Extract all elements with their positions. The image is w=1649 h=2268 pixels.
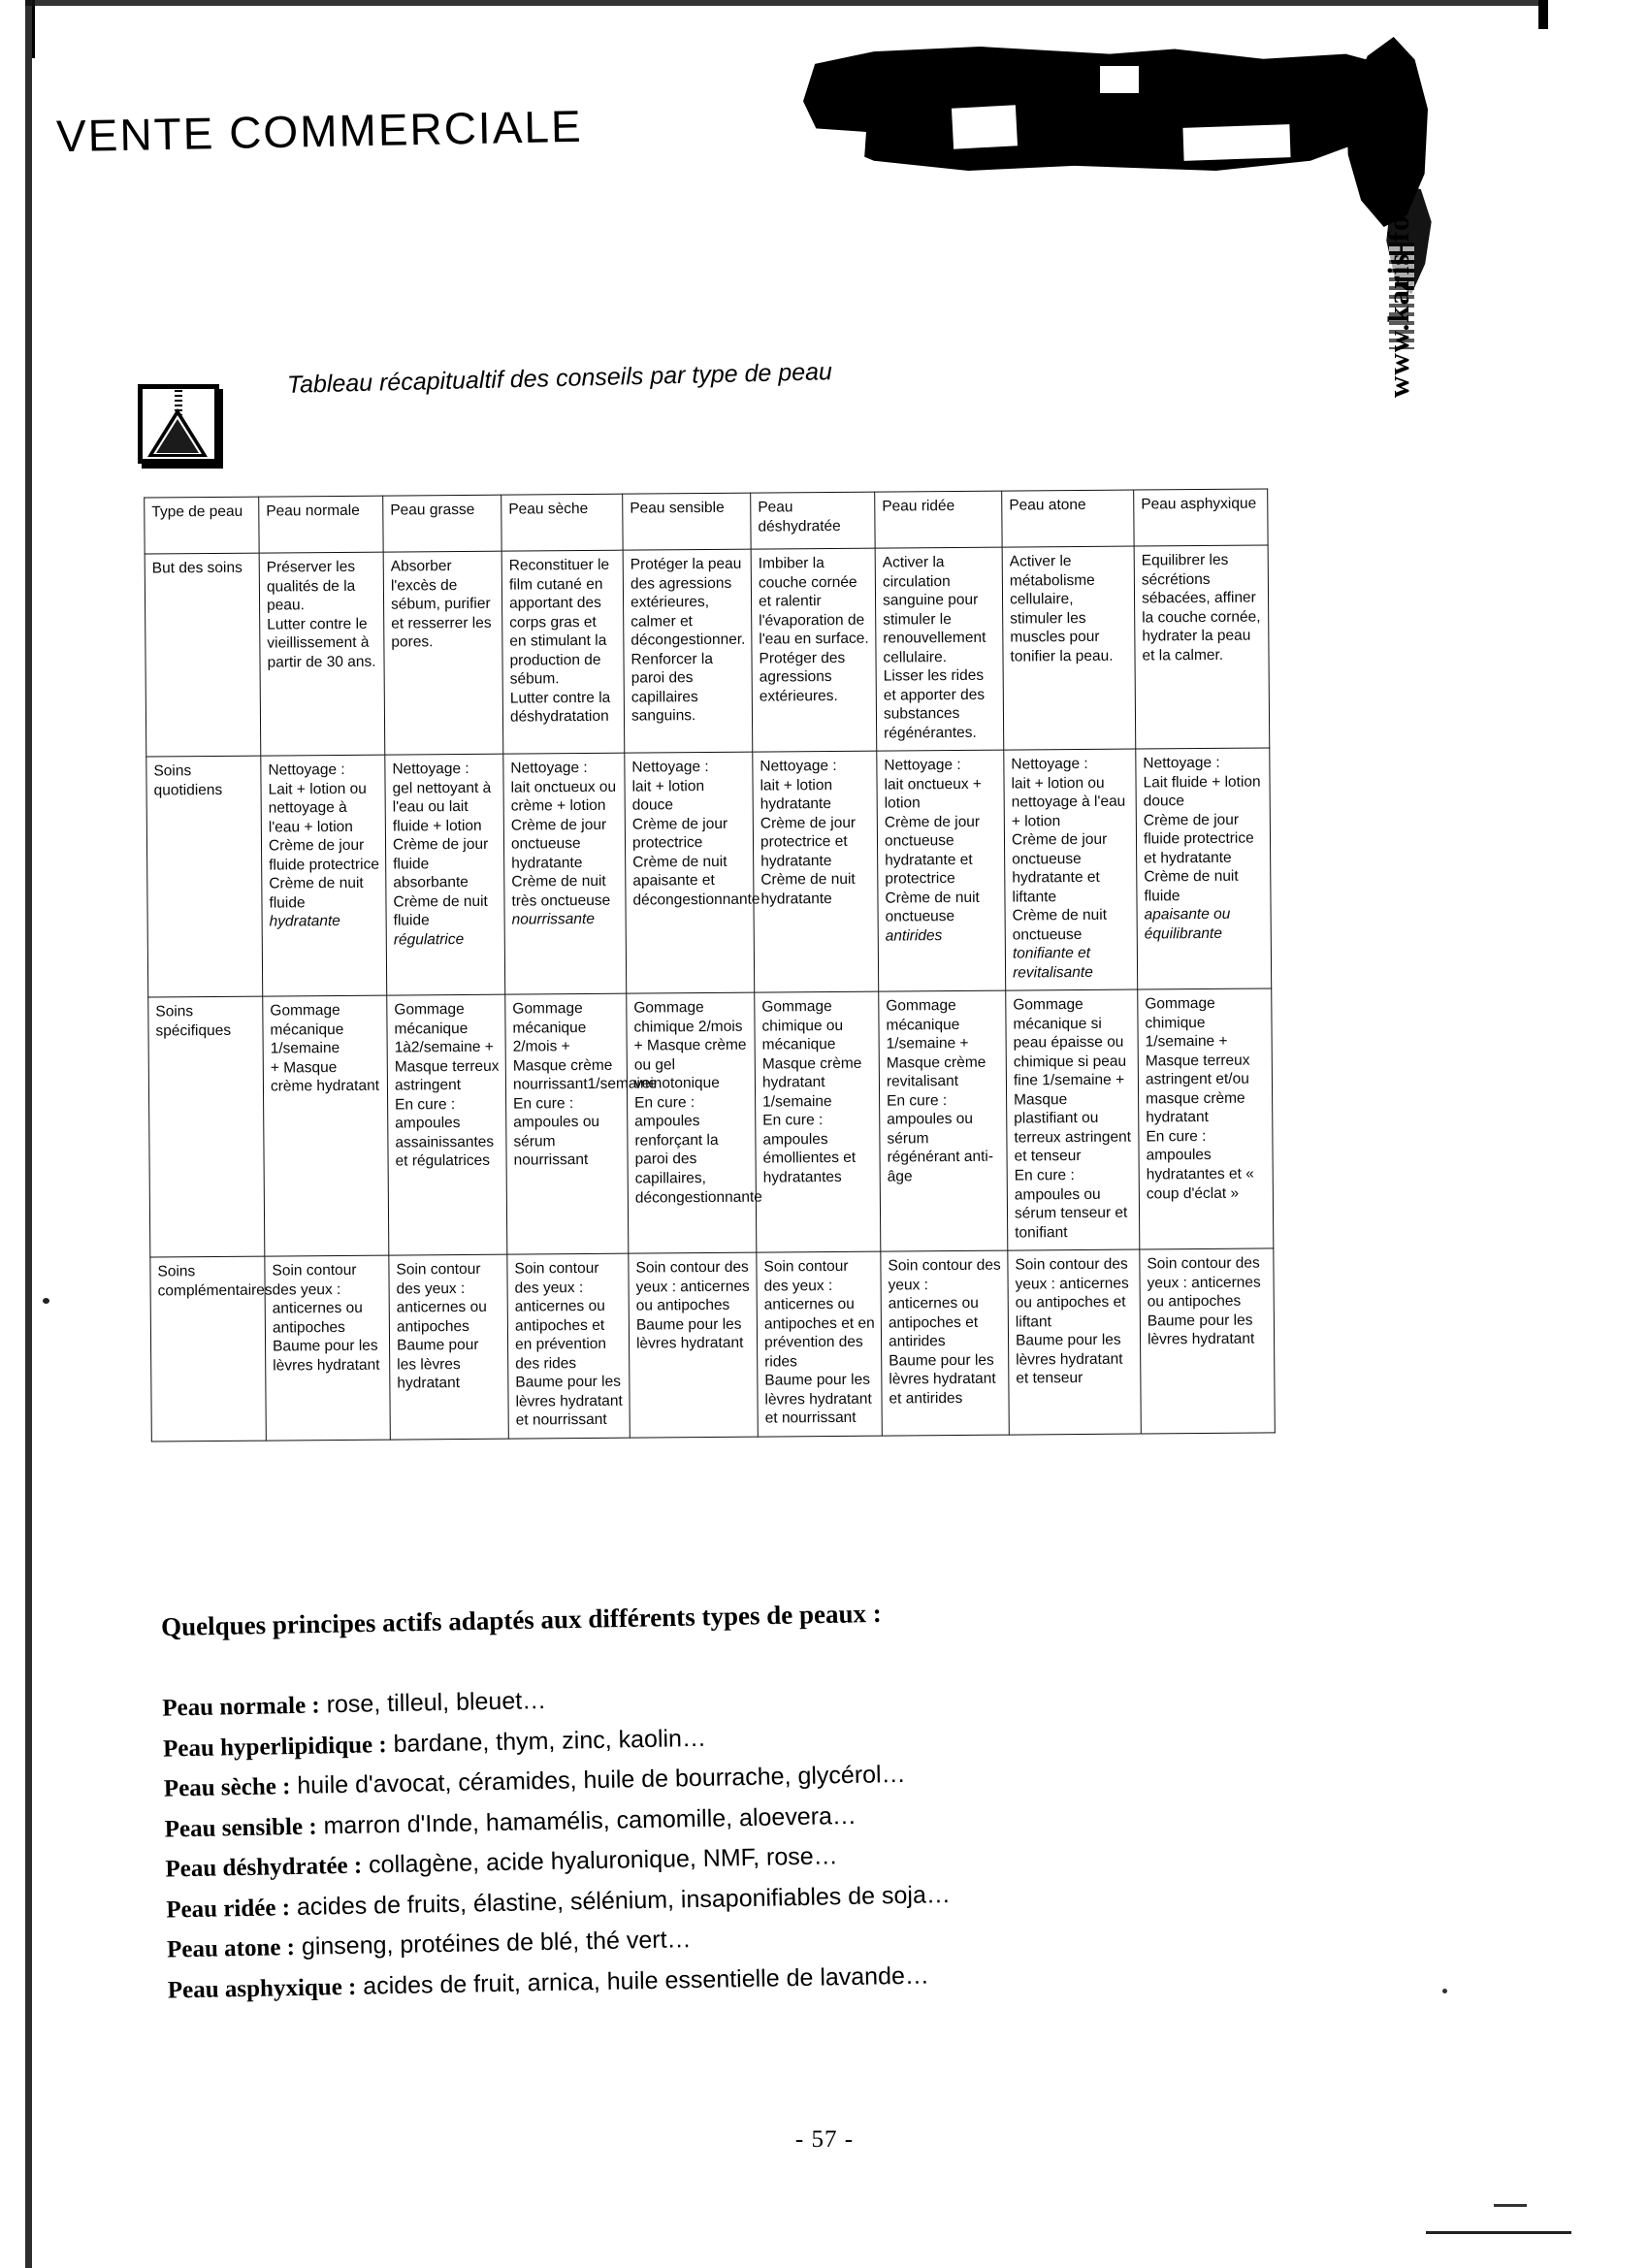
table-cell-line: En cure : ampoules hydratantes et « coup d'éclat » xyxy=(1146,1127,1254,1202)
table-caption: Tableau récapitualtif des conseils par type de peau xyxy=(286,358,833,399)
table-column-header: Peau asphyxique xyxy=(1134,489,1268,546)
table-cell-line: régulatrice xyxy=(393,930,465,949)
table-cell-line: Crème de jour onctueuse hydratante et liftante xyxy=(1011,830,1108,906)
active-ingredient-skin-type: Peau sensible : xyxy=(164,1813,317,1843)
active-ingredient-values: acides de fruit, arnica, huile essentielle de lavande… xyxy=(356,1960,930,2000)
scanned-photo-blob xyxy=(803,37,1443,192)
table-cell-line: Nettoyage : xyxy=(1011,756,1088,773)
table-cell-line: Masque crème hydratant 1/semaine xyxy=(761,1054,862,1111)
table-cell xyxy=(629,1252,758,1438)
table-cell-line: + Masque crème hydratant xyxy=(270,1058,380,1095)
table-cell-line: Gommage chimique 1/semaine + Masque terreux astringent et/ou masque crème hydratant xyxy=(1145,995,1250,1126)
table-cell-line: En cure : ampoules ou sérum tenseur et tonifiant xyxy=(1014,1167,1128,1242)
table-cell-line: Soin contour des yeux : anticernes ou antipoches xyxy=(272,1261,363,1337)
table-row xyxy=(148,988,1274,1257)
table-cell-line: Baume pour les lèvres hydratant xyxy=(397,1336,479,1392)
table-cell-line: Nettoyage : xyxy=(884,757,961,774)
table-cell-line: Baume pour les lèvres hydratant et nourrissant xyxy=(764,1371,872,1427)
table-cell xyxy=(625,752,760,993)
table-cell-line: Baume pour les lèvres hydratant et antirides xyxy=(889,1351,996,1408)
table-cell-line: apaisante ou équilibrante xyxy=(1144,906,1231,943)
active-ingredient-values: marron d'Inde, hamamélis, camomille, aloevera… xyxy=(316,1801,857,1840)
table-row-label: Soins spécifiques xyxy=(148,996,265,1257)
scan-speck xyxy=(43,1298,49,1304)
active-ingredient-values: huile d'avocat, céramides, huile de bourrache, glycérol… xyxy=(290,1760,906,1800)
table-cell xyxy=(1002,546,1136,750)
table-column-header: Peau grasse xyxy=(383,495,501,552)
table-cell-line: Activer la circulation sanguine pour stimuler le renouvellement cellulaire. xyxy=(882,554,986,666)
actives-list xyxy=(162,1668,1235,2010)
table-cell-line: Imbiber la couche cornée et ralentir l'évaporation de l'eau en surface. xyxy=(758,555,869,648)
table-cell xyxy=(881,1250,1009,1436)
table-cell-line: En cure : ampoules renforçant la paroi des capillaires, décongestionnante xyxy=(634,1094,762,1207)
active-ingredient-skin-type: Peau ridée : xyxy=(166,1894,291,1924)
table-cell-line: Crème de jour fluide protectrice et hydratante xyxy=(1143,811,1254,867)
page-title: VENTE COMMERCIALE xyxy=(55,100,584,162)
table-cell-line: Soin contour des yeux : anticernes ou antipoches xyxy=(1147,1254,1261,1311)
table-cell-line: tonifiante et revitalisante xyxy=(1012,945,1093,982)
table-cell xyxy=(755,991,881,1252)
table-row xyxy=(150,1248,1275,1442)
scan-edge-artifact-bottom xyxy=(1426,2231,1571,2234)
table-cell xyxy=(1136,748,1272,989)
table-cell-line: Lutter contre le vieillissement à partir de 30 ans. xyxy=(267,615,376,671)
table-cell xyxy=(1008,1249,1141,1435)
table-cell-line: lait + lotion douce xyxy=(631,777,705,814)
site-watermark: www.karis-formation xyxy=(1381,104,1415,398)
table-row-label: Soins complémentaires xyxy=(150,1256,266,1442)
table-cell-line: Baume pour les lèvres hydratant et tenseur xyxy=(1015,1331,1123,1387)
table-cell-line: En cure : ampoules ou sérum régénérant anti-âge xyxy=(887,1092,994,1185)
table-cell-line: lait + lotion hydratante xyxy=(760,776,833,813)
table-cell xyxy=(261,755,387,996)
table-cell xyxy=(503,753,627,994)
table-cell-line: Nettoyage : xyxy=(268,761,345,779)
table-row-label: But des soins xyxy=(145,553,261,757)
table-cell xyxy=(263,995,389,1256)
table-cell-line: Gommage mécanique 2/mois + Masque crème nourrissant1/semaine xyxy=(512,1000,658,1093)
table-cell-line: Baume pour les lèvres hydratant xyxy=(635,1315,744,1352)
table-cell-line: Gommage mécanique 1/semaine + Masque crème revitalisant xyxy=(886,997,986,1090)
table-cell-line: Crème de nuit fluide xyxy=(1144,867,1239,905)
table-cell-line: Préserver les qualités de la peau. xyxy=(266,558,356,614)
active-ingredient-skin-type: Peau sèche : xyxy=(163,1773,291,1802)
table-cell-line: Crème de nuit très onctueuse xyxy=(511,873,611,910)
table-cell-line: Crème de jour protectrice et hydratante xyxy=(760,814,857,870)
active-ingredient-skin-type: Peau asphyxique : xyxy=(167,1973,357,2004)
table-cell xyxy=(387,994,507,1255)
table-cell-line: Nettoyage : xyxy=(1143,755,1220,772)
table-cell xyxy=(385,754,505,995)
table-cell-line: Gommage mécanique si peau épaisse ou chimique si peau fine 1/semaine + Masque plastifiant ou terreux astringent et tenseur xyxy=(1013,996,1132,1166)
active-ingredient-skin-type: Peau hyperlipidique : xyxy=(162,1731,387,1763)
table-cell-line: Renforcer la paroi des capillaires sanguins. xyxy=(630,650,714,725)
table-cell-line: Nettoyage : xyxy=(760,758,837,775)
table-cell-line: Crème de nuit onctueuse xyxy=(1012,907,1108,944)
table-cell-line: Crème de jour onctueuse hydratante et protectrice xyxy=(884,813,981,888)
table-cell xyxy=(501,550,625,754)
scan-edge-artifact-corner xyxy=(1538,0,1548,29)
table-cell-line: Soin contour des yeux : anticernes ou antipoches et liftant xyxy=(1015,1255,1129,1331)
table-cell-line: Gommage mécanique 1à2/semaine + Masque terreux astringent xyxy=(394,1001,500,1094)
table-cell-line: Gommage mécanique 1/semaine xyxy=(270,1002,344,1057)
table-header-row xyxy=(145,489,1268,554)
table-column-header: Peau sèche xyxy=(501,494,623,551)
table-cell-line: Lisser les rides et apporter des substances régénérantes. xyxy=(883,666,986,742)
table-cell xyxy=(753,751,879,992)
table-cell-line: Crème de nuit hydratante xyxy=(760,871,856,908)
table-cell-line: Activer le métabolisme cellulaire, stimuler les muscles pour tonifier la peau. xyxy=(1009,553,1114,665)
active-ingredient-skin-type: Peau atone : xyxy=(166,1934,296,1963)
table-cell-line: hydratante xyxy=(269,913,340,930)
table-cell-line: Baume pour les lèvres hydratant et nourrissant xyxy=(515,1373,623,1429)
active-ingredient-skin-type: Peau normale : xyxy=(162,1692,321,1722)
table-cell xyxy=(1138,988,1274,1249)
table-cell-line: Baume pour les lèvres hydratant xyxy=(1147,1312,1255,1348)
table-cell xyxy=(259,552,385,756)
table-cell-line: Soin contour des yeux : anticernes ou antipoches xyxy=(635,1258,750,1314)
table-cell-line: Crème de jour fluide absorbante xyxy=(392,836,489,891)
table-cell-line: Crème de nuit apaisante et décongestionnante xyxy=(632,853,760,909)
table-column-header: Peau déshydratée xyxy=(751,492,875,549)
table-cell-line: Lait fluide + lotion douce xyxy=(1143,773,1261,810)
table-cell-line: Crème de jour onctueuse hydratante xyxy=(510,816,607,872)
active-ingredient-values: acides de fruits, élastine, sélénium, insaponifiables de soja… xyxy=(289,1880,952,1921)
table-cell-line: Soin contour des yeux : anticernes ou antipoches et antirides xyxy=(888,1256,1001,1350)
table-cell xyxy=(265,1255,390,1441)
table-row xyxy=(146,748,1272,997)
table-cell-line: Lait + lotion ou nettoyage à l'eau + lotion xyxy=(268,780,367,836)
table-cell-line: Baume pour les lèvres hydratant xyxy=(273,1337,380,1375)
scan-edge-artifact-top xyxy=(25,0,1538,6)
table-cell-line: nourrissante xyxy=(511,911,595,928)
table-column-header: Peau ridée xyxy=(875,491,1002,548)
table-cell xyxy=(751,548,877,752)
scan-speck xyxy=(1442,1989,1447,1993)
table-cell xyxy=(875,547,1004,751)
table-column-header: Peau atone xyxy=(1002,490,1134,547)
table-cell-line: Gommage chimique 2/mois + Masque crème ou gel veinotonique xyxy=(633,999,747,1093)
scan-speck xyxy=(1494,2204,1527,2207)
table-cell-line: lait onctueux + lotion xyxy=(884,775,982,812)
table-cell-line: lait onctueux ou crème + lotion xyxy=(510,778,617,815)
active-ingredient-skin-type: Peau déshydratée : xyxy=(165,1852,363,1883)
table-cell xyxy=(623,549,753,753)
table-column-header: Peau normale xyxy=(259,496,383,553)
table-cell-line: Crème de nuit onctueuse xyxy=(885,889,980,925)
table-cell xyxy=(1004,749,1138,990)
table-cell xyxy=(507,1253,630,1439)
table-cell-line: antirides xyxy=(885,926,943,945)
table-cell-line: En cure : ampoules ou sérum nourrissant xyxy=(513,1095,600,1170)
table-cell-line: Protéger des agressions extérieures. xyxy=(759,649,846,705)
active-ingredient-values: ginseng, protéines de blé, thé vert… xyxy=(294,1926,692,1961)
table-cell-line: Gommage chimique ou mécanique xyxy=(761,998,844,1053)
actives-heading: Quelques principes actifs adaptés aux différents types de peaux : xyxy=(160,1598,882,1642)
table-cell-line: Protéger la peau des agressions extérieures, calmer et décongestionner. xyxy=(630,555,746,649)
table-cell-line: lait + lotion ou nettoyage à l'eau + lotion xyxy=(1011,774,1126,830)
table-cell xyxy=(627,992,762,1253)
table-cell-line: Crème de jour fluide protectrice xyxy=(268,837,379,874)
page-number: - 57 - xyxy=(794,2126,855,2153)
table-cell xyxy=(1134,545,1270,749)
table-cell-line: Crème de nuit fluide xyxy=(393,892,488,929)
table-cell xyxy=(383,551,503,755)
table-column-header: Type de peau xyxy=(145,497,259,554)
table-cell-line: En cure : ampoules assainissantes et régulatrices xyxy=(395,1095,495,1171)
table-cell xyxy=(1140,1248,1275,1434)
pyramid-icon xyxy=(138,384,219,464)
active-ingredient-values: collagène, acide hyaluronique, NMF, rose… xyxy=(361,1842,838,1879)
table-cell-line: Crème de nuit fluide xyxy=(269,875,364,912)
table-cell-line: Crème de jour protectrice xyxy=(631,815,728,852)
table-cell-line: Nettoyage : xyxy=(631,759,709,776)
table-row-label: Soins quotidiens xyxy=(146,756,263,997)
table-cell-line: Absorber l'excès de sébum, purifier et resserrer les pores. xyxy=(390,558,492,651)
table-cell xyxy=(505,994,658,1255)
active-ingredient-values: rose, tilleul, bleuet… xyxy=(319,1686,547,1719)
table-cell xyxy=(389,1254,508,1440)
active-ingredient-values: bardane, thym, zinc, kaolin… xyxy=(386,1724,707,1758)
table-cell-line: Nettoyage : xyxy=(392,761,469,778)
table-cell-line: Soin contour des yeux : anticernes ou antipoches et en prévention des rides xyxy=(763,1257,875,1371)
table-cell-line: Nettoyage : xyxy=(510,760,588,777)
table-cell-line: Lutter contre la déshydratation xyxy=(509,689,611,726)
table-cell xyxy=(757,1251,882,1437)
table-cell-line: Reconstituer le film cutané en apportant des corps gras et en stimulant la production de sébum. xyxy=(508,556,610,688)
table-column-header: Peau sensible xyxy=(623,493,751,550)
table-cell-line: gel nettoyant à l'eau ou lait fluide + lotion xyxy=(392,779,492,835)
table-cell-line: Soin contour des yeux : anticernes ou antipoches et en prévention des rides xyxy=(514,1259,607,1373)
table-cell xyxy=(1006,989,1140,1250)
table-cell xyxy=(877,750,1006,991)
scan-edge-artifact-left xyxy=(25,0,32,2268)
table-row xyxy=(145,545,1270,757)
skin-advice-table-container xyxy=(144,488,1275,1442)
table-cell-line: Equilibrer les sécrétions sébacées, affiner la couche cornée, hydrater la peau et la calmer. xyxy=(1141,551,1261,664)
skin-advice-table xyxy=(144,488,1276,1442)
table-cell xyxy=(879,990,1008,1251)
scan-edge-artifact-left-top xyxy=(32,0,35,58)
table-cell-line: Soin contour des yeux : anticernes ou antipoches xyxy=(396,1260,487,1336)
table-cell-line: En cure : ampoules émollientes et hydratantes xyxy=(762,1112,857,1186)
